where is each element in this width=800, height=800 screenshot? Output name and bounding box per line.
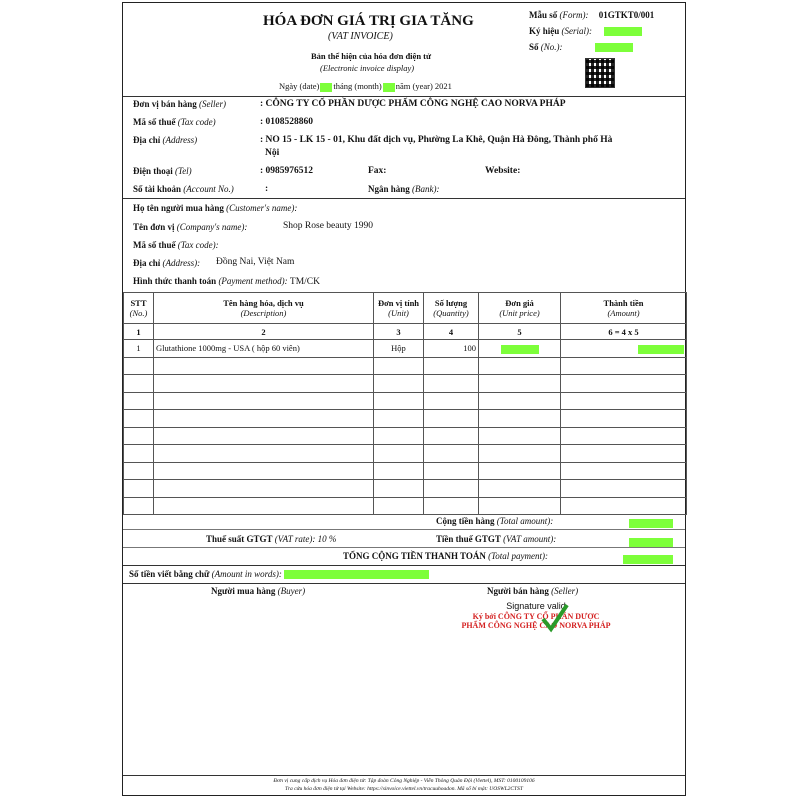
column-number: 1: [124, 324, 154, 340]
item-amount: [561, 340, 687, 358]
invoice-title: HÓA ĐƠN GIÁ TRỊ GIA TĂNG: [263, 13, 474, 29]
seller-signature-label: Người bán hàng (Seller): [487, 586, 579, 596]
serial-number: Ký hiệu (Serial):: [529, 26, 642, 36]
column-number: 2: [154, 324, 374, 340]
total-payment-label: TỔNG CỘNG TIỀN THANH TOÁN (Total payment):: [343, 551, 549, 561]
vat-amount-value: [629, 533, 673, 551]
total-amount-label: Cộng tiền hàng (Total amount):: [436, 516, 554, 526]
column-number: 4: [424, 324, 479, 340]
table-row: [124, 480, 687, 498]
buyer-company: Shop Rose beauty 1990: [283, 221, 373, 231]
invoice-subtitle: Bản thể hiện của hóa đơn điện tử: [311, 51, 432, 61]
table-row: [124, 357, 687, 375]
table-row: [124, 410, 687, 428]
table-row: [124, 462, 687, 480]
item-unit-price: [479, 340, 561, 358]
seller-address-label: Địa chỉ (Address): [133, 135, 198, 145]
footer-provider: Đơn vị cung cấp dịch vụ Hóa đơn điện tử: Tập đoàn Công Nghiệp - Viễn Thông Quân Đội (Viettel), MST: 0100109106: [273, 778, 535, 784]
digital-signature: [441, 601, 631, 630]
table-header-row: [124, 293, 687, 324]
invoice-date: Ngày (date) tháng (month) năm (year) 2021: [279, 81, 452, 91]
invoice-subtitle-en: (Electronic invoice display): [320, 63, 415, 73]
table-row: [124, 497, 687, 515]
col-header: Số lượng (Quantity): [424, 293, 479, 324]
item-no: 1: [124, 340, 154, 358]
item-quantity: 100: [424, 340, 479, 358]
signed-by-line2: PHẨM CÔNG NGHỆ CAO NORVA PHÁP: [461, 621, 611, 630]
seller-account-label: Số tài khoản (Account No.): [133, 184, 234, 194]
column-number: 5: [479, 324, 561, 340]
seller-phone-label: Điện thoại (Tel): [133, 166, 192, 176]
col-header: Thành tiền (Amount): [561, 293, 687, 324]
item-description: Glutathione 1000mg - USA ( hộp 60 viên): [154, 340, 374, 358]
invoice-number: Số (No.):: [529, 42, 633, 52]
buyer-customer-label: Họ tên người mua hàng (Customer's name):: [133, 203, 298, 213]
qr-code: [585, 58, 615, 88]
seller-website-label: Website:: [485, 166, 521, 176]
vat-amount-label: Tiền thuế GTGT (VAT amount):: [436, 534, 557, 544]
buyer-address-label: Địa chỉ (Address):: [133, 258, 201, 268]
seller-address-line1: : NO 15 - LK 15 - 01, Khu đất dịch vụ, Phường La Khê, Quận Hà Đông, Thành phố Hà: [260, 135, 613, 145]
buyer-tax-label: Mã số thuế (Tax code):: [133, 240, 219, 250]
table-row: [124, 445, 687, 463]
items-table: [123, 292, 687, 515]
table-row: [124, 392, 687, 410]
vat-rate: Thuế suất GTGT (VAT rate): 10 %: [206, 534, 337, 544]
form-number: Mẫu số (Form): 01GTKT0/001: [529, 10, 655, 20]
invoice-sheet: [122, 2, 686, 796]
total-amount-value: [629, 514, 673, 532]
seller-tax-code: : 0108528860: [260, 117, 314, 127]
col-header: Đơn vị tính (Unit): [374, 293, 424, 324]
invoice-title-en: (VAT INVOICE): [328, 31, 393, 42]
col-header: Tên hàng hóa, dịch vụ (Description): [154, 293, 374, 324]
amount-in-words: Số tiền viết bằng chữ (Amount in words):: [129, 569, 429, 579]
table-row: [124, 340, 687, 358]
buyer-payment-label: Hình thức thanh toán (Payment method): TM/CK: [133, 276, 321, 287]
column-number-row: [124, 324, 687, 340]
footer-lookup: Tra cứu hóa đơn điện tử tại Website: https://sinvoice.viettel.vn/tracuuhoadon. Mã số bí mật: UOSWL2CTST: [285, 786, 523, 792]
buyer-address: Đồng Nai, Việt Nam: [216, 257, 295, 267]
table-row: [124, 375, 687, 393]
column-number: 3: [374, 324, 424, 340]
table-row: [124, 427, 687, 445]
seller-label: Đơn vị bán hàng (Seller): [133, 99, 227, 109]
seller-fax-label: Fax:: [368, 166, 387, 176]
col-header: Đơn giá (Unit price): [479, 293, 561, 324]
column-number: 6 = 4 x 5: [561, 324, 687, 340]
seller-tax-label: Mã số thuế (Tax code): [133, 117, 216, 127]
seller-account: :: [265, 184, 269, 194]
buyer-signature-label: Người mua hàng (Buyer): [211, 586, 306, 596]
seller-bank-label: Ngân hàng (Bank):: [368, 184, 440, 194]
checkmark-icon: [541, 603, 569, 633]
seller-name: : CÔNG TY CỔ PHẦN DƯỢC PHẨM CÔNG NGHỆ CAO NORVA PHÁP: [260, 99, 566, 109]
item-unit: Hộp: [374, 340, 424, 358]
signature-valid: Signature valid: [506, 601, 566, 611]
signed-by-line1: Ký bởi CÔNG TY CỔ PHẦN DƯỢC: [472, 612, 600, 621]
seller-phone: : 0985976512: [260, 166, 314, 176]
col-header: STT (No.): [124, 293, 154, 324]
buyer-company-label: Tên đơn vị (Company's name):: [133, 222, 248, 232]
seller-address-line2: Nội: [265, 148, 280, 158]
